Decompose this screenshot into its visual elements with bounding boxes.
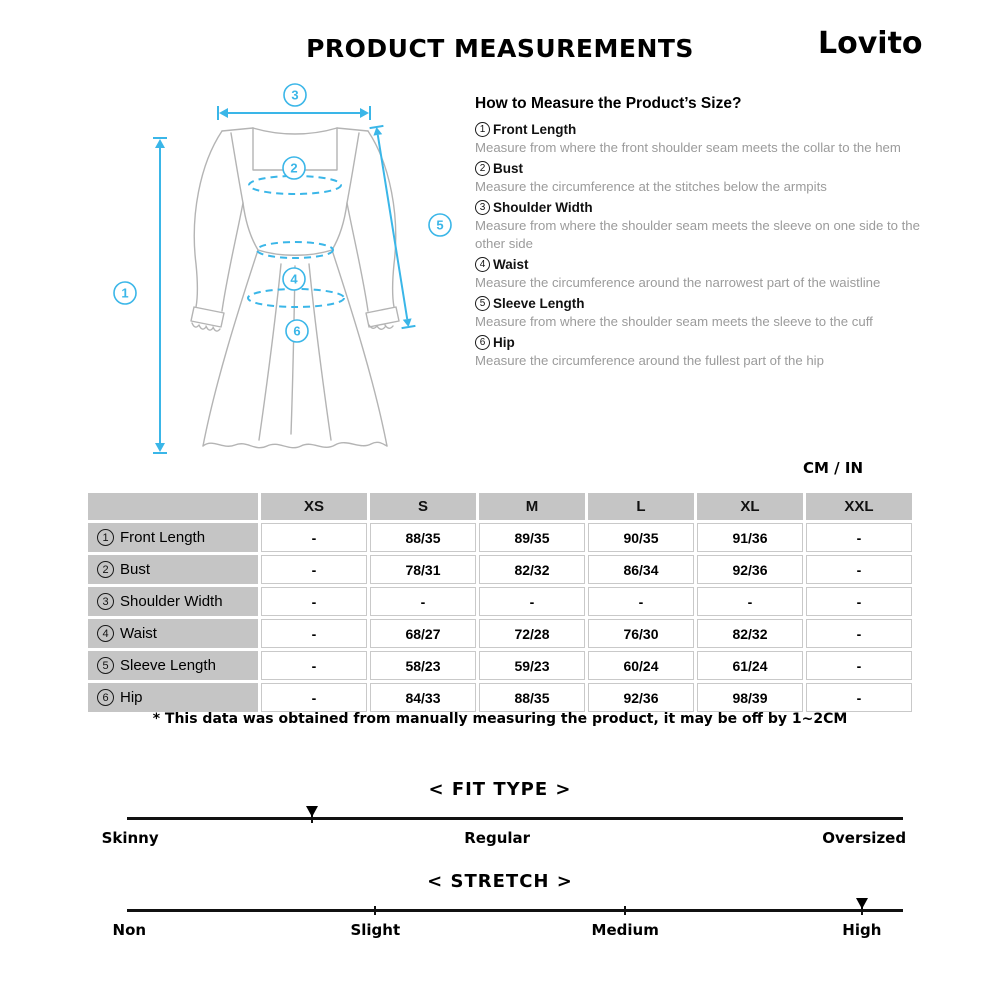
row-label <box>88 619 258 648</box>
cell-value: 98/39 <box>697 683 803 712</box>
stretch-scale-tick <box>374 906 376 915</box>
item-number-badge: 1 <box>475 122 490 137</box>
diagram-marker-front-length <box>114 282 136 304</box>
cell-value: 91/36 <box>697 523 803 552</box>
measurement-annotations <box>114 84 451 453</box>
guide-item-desc: Measure from where the shoulder seam meets the sleeve to the cuff <box>475 314 873 329</box>
row-label-text: Shoulder Width <box>120 593 223 610</box>
cell-value: - <box>261 683 367 712</box>
item-number-badge: 2 <box>475 161 490 176</box>
diagram-marker-hip <box>286 320 308 342</box>
stretch-label-medium: Medium <box>591 921 659 939</box>
cell-value: - <box>370 587 476 616</box>
cell-value: 88/35 <box>479 683 585 712</box>
item-number-badge: 3 <box>475 200 490 215</box>
row-number-badge: 5 <box>97 657 114 674</box>
cell-value: - <box>806 683 912 712</box>
cell-value: - <box>261 523 367 552</box>
cell-value: - <box>479 587 585 616</box>
guide-item-name: Front Length <box>493 122 577 137</box>
table-row-shoulder-width <box>88 587 912 616</box>
brand-logo: Lovito <box>818 26 923 61</box>
hip-measure-line <box>248 289 344 307</box>
cell-value: 58/23 <box>370 651 476 680</box>
cell-value: - <box>806 619 912 648</box>
table-row-front-length <box>88 523 912 552</box>
cell-value: - <box>806 555 912 584</box>
row-number-badge: 2 <box>97 561 114 578</box>
row-label-text: Waist <box>120 625 157 642</box>
size-table <box>85 490 915 715</box>
guide-item-desc: Measure from where the front shoulder seam meets the collar to the hem <box>475 140 901 155</box>
diagram-marker-bust <box>283 157 305 179</box>
col-header-s: S <box>370 493 476 520</box>
stretch-scale-tick <box>624 906 626 915</box>
guide-item-name: Hip <box>493 335 515 350</box>
guide-item-waist <box>475 257 922 292</box>
cell-value: 72/28 <box>479 619 585 648</box>
guide-item-bust <box>475 161 922 196</box>
table-row-bust <box>88 555 912 584</box>
col-header-xxl: XXL <box>806 493 912 520</box>
units-label: CM / IN <box>803 459 863 477</box>
fit-label-oversized: Oversized <box>822 829 907 847</box>
svg-text:2: 2 <box>290 160 298 176</box>
cell-value: - <box>806 587 912 616</box>
col-header-xs: XS <box>261 493 367 520</box>
svg-text:6: 6 <box>293 323 301 339</box>
guide-item-name: Bust <box>493 161 523 176</box>
row-number-badge: 4 <box>97 625 114 642</box>
row-label-text: Hip <box>120 689 143 706</box>
stretch-title: < STRETCH > <box>427 871 573 892</box>
guide-item-name: Shoulder Width <box>493 200 593 215</box>
cell-value: 60/24 <box>588 651 694 680</box>
svg-text:5: 5 <box>436 217 444 233</box>
fit-type-title: < FIT TYPE > <box>428 779 572 800</box>
row-label <box>88 523 258 552</box>
cell-value: - <box>588 587 694 616</box>
guide-item-sleeve-length <box>475 296 922 331</box>
cell-value: 88/35 <box>370 523 476 552</box>
cell-value: - <box>261 619 367 648</box>
cell-value: 61/24 <box>697 651 803 680</box>
cell-value: - <box>806 523 912 552</box>
table-footnote: * This data was obtained from manually measuring the product, it may be off by 1~2CM <box>152 711 848 727</box>
svg-text:3: 3 <box>291 87 299 103</box>
cell-value: 78/31 <box>370 555 476 584</box>
guide-item-desc: Measure the circumference around the narrowest part of the waistline <box>475 275 881 290</box>
table-header-row <box>88 493 912 520</box>
stretch-label-non: Non <box>112 921 147 939</box>
fit-type-marker <box>306 806 318 817</box>
row-label <box>88 587 258 616</box>
guide-item-desc: Measure the circumference around the fullest part of the hip <box>475 353 824 368</box>
front-length-arrow <box>153 138 167 453</box>
diagram-marker-waist <box>283 268 305 290</box>
cell-value: 84/33 <box>370 683 476 712</box>
guide-item-name: Waist <box>493 257 529 272</box>
page-title: PRODUCT MEASUREMENTS <box>306 34 694 63</box>
cell-value: 89/35 <box>479 523 585 552</box>
guide-item-shoulder-width <box>475 200 922 253</box>
row-number-badge: 3 <box>97 593 114 610</box>
guide-item-desc: Measure from where the shoulder seam meets the sleeve on one side to the other side <box>475 218 920 251</box>
row-label <box>88 651 258 680</box>
fit-type-scale <box>101 817 907 847</box>
cell-value: - <box>697 587 803 616</box>
row-label <box>88 683 258 712</box>
fit-label-skinny: Skinny <box>101 829 159 847</box>
stretch-label-slight: Slight <box>350 921 401 939</box>
cell-value: - <box>261 587 367 616</box>
guide-item-front-length <box>475 122 922 157</box>
col-header-l: L <box>588 493 694 520</box>
row-number-badge: 1 <box>97 529 114 546</box>
row-number-badge: 6 <box>97 689 114 706</box>
cell-value: 76/30 <box>588 619 694 648</box>
fit-label-regular: Regular <box>464 829 531 847</box>
cell-value: - <box>261 555 367 584</box>
cell-value: 86/34 <box>588 555 694 584</box>
svg-text:1: 1 <box>121 285 129 301</box>
col-header-m: M <box>479 493 585 520</box>
cell-value: 92/36 <box>588 683 694 712</box>
garment-measurement-diagram <box>85 76 465 461</box>
cell-value: 59/23 <box>479 651 585 680</box>
guide-item-hip <box>475 335 922 370</box>
diagram-marker-shoulder-width <box>284 84 306 106</box>
item-number-badge: 5 <box>475 296 490 311</box>
cell-value: 68/27 <box>370 619 476 648</box>
cell-value: 82/32 <box>479 555 585 584</box>
cell-value: 92/36 <box>697 555 803 584</box>
row-label-text: Bust <box>120 561 151 578</box>
row-label-text: Front Length <box>120 529 206 546</box>
table-corner-cell <box>88 493 258 520</box>
col-header-xl: XL <box>697 493 803 520</box>
cell-value: 82/32 <box>697 619 803 648</box>
stretch-marker <box>856 898 868 909</box>
measure-guide <box>475 95 922 374</box>
guide-item-desc: Measure the circumference at the stitches below the armpits <box>475 179 827 194</box>
svg-text:4: 4 <box>290 271 298 287</box>
row-label-text: Sleeve Length <box>120 657 216 674</box>
stretch-scale <box>112 909 903 939</box>
cell-value: - <box>261 651 367 680</box>
shoulder-width-arrow <box>218 106 370 120</box>
item-number-badge: 6 <box>475 335 490 350</box>
row-label <box>88 555 258 584</box>
table-row-waist <box>88 619 912 648</box>
table-row-sleeve-length <box>88 651 912 680</box>
item-number-badge: 4 <box>475 257 490 272</box>
guide-item-name: Sleeve Length <box>493 296 585 311</box>
cell-value: - <box>806 651 912 680</box>
guide-heading: How to Measure the Product’s Size? <box>475 95 742 112</box>
table-row-hip <box>88 683 912 712</box>
cell-value: 90/35 <box>588 523 694 552</box>
diagram-marker-sleeve-length <box>429 214 451 236</box>
stretch-label-high: High <box>842 921 882 939</box>
